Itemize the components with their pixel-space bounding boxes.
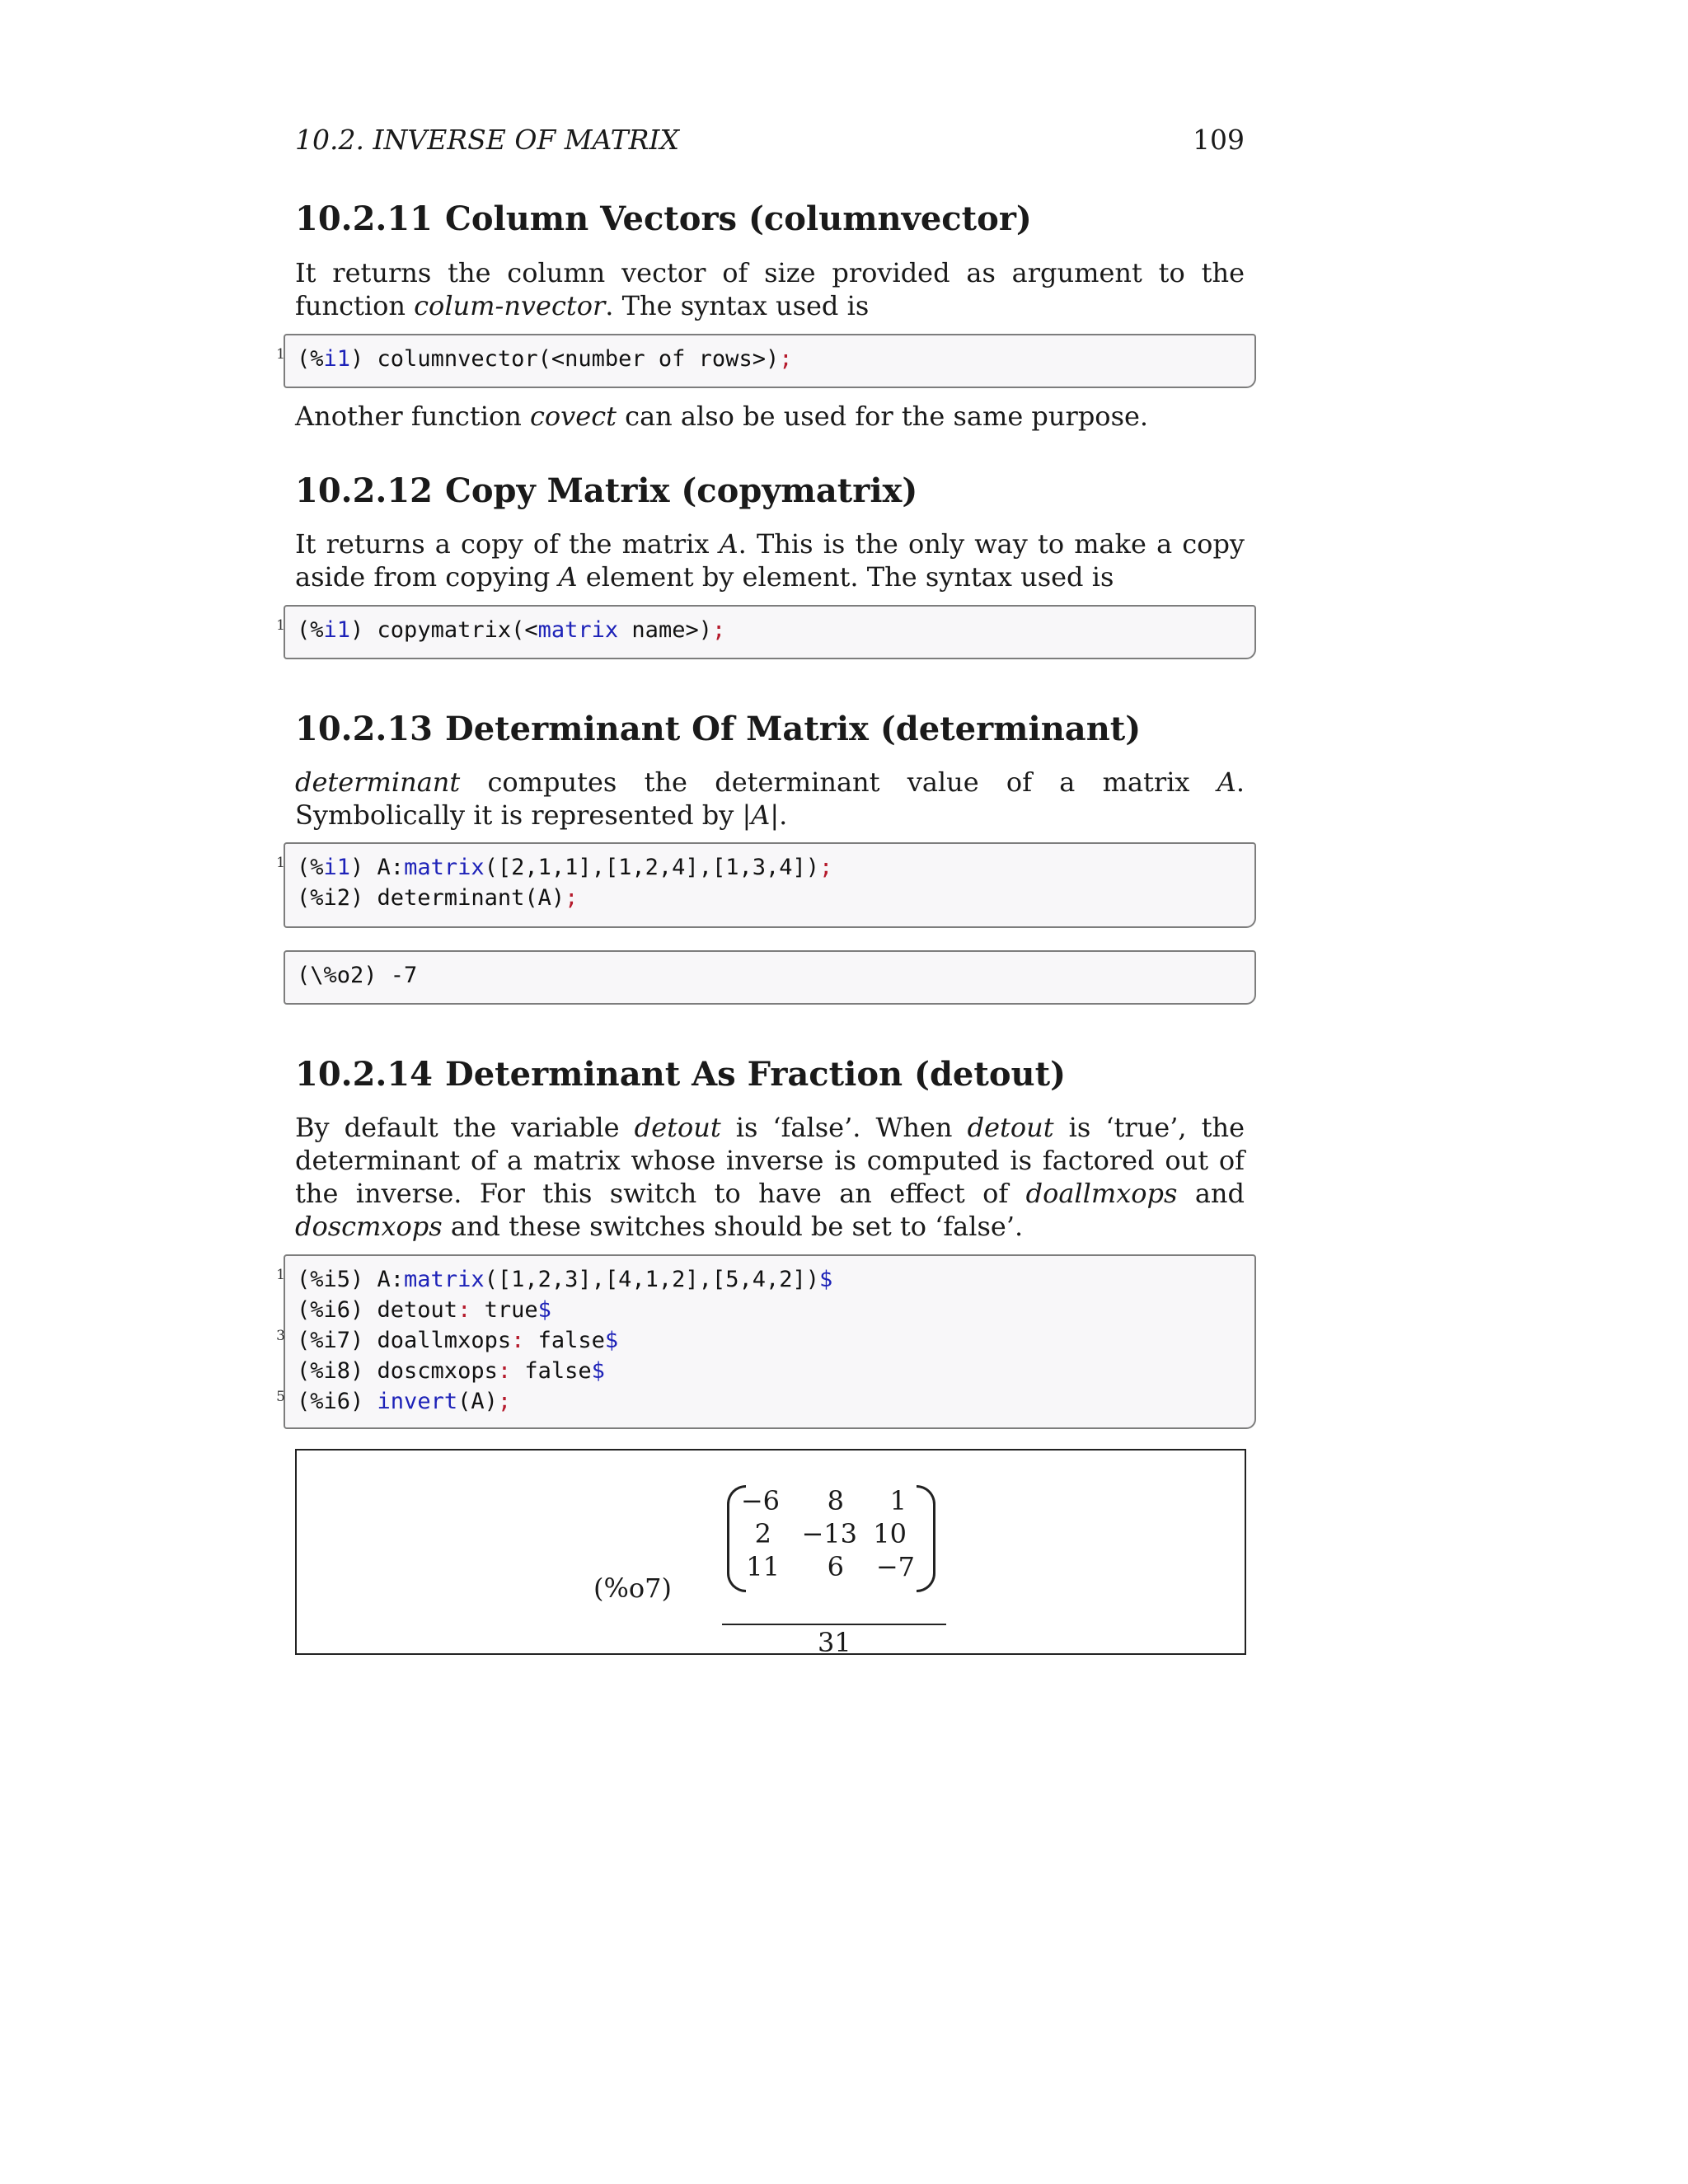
output-block-determinant [284,950,1256,1005]
paragraph-columnvector: It returns the column vector of size provided as argument to the function colum-nvector. The syntax used is [295,257,1245,321]
code-line: 1 (%i5) A:matrix([1,2,3],[4,1,2],[5,4,2])$ [276,1267,833,1292]
output-box-inverse [295,1449,1246,1658]
section-title: Determinant As Fraction (detout) [445,1055,1067,1094]
section-number: 10.2.12 [295,471,434,510]
output-line: (\%o2) -7 [297,963,418,988]
denominator: 31 [818,1627,851,1658]
section-heading-10-2-11 [295,199,1032,238]
running-header [295,124,1245,166]
code-block-determinant [276,842,1256,928]
paragraph-determinant: determinant computes the determinant value of a matrix A. Symbolically it is represented by |A|. [295,766,1245,831]
section-heading-10-2-13 [295,710,1141,748]
paragraph-copymatrix: It returns a copy of the matrix A. This is the only way to make a copy aside from copying A element by element. The syntax used is [295,528,1245,593]
matrix-cell: 11 [746,1551,780,1582]
section-heading-10-2-12 [295,471,917,510]
output-label: (%o7) [593,1572,672,1604]
code-line: (%i6) detout: true$ [297,1297,551,1323]
section-title: Copy Matrix (copymatrix) [445,471,918,510]
matrix-cell: −6 [740,1485,780,1516]
matrix-cell: 1 [889,1485,907,1516]
section-title: Column Vectors (columnvector) [445,199,1032,238]
section-number: 10.2.13 [295,710,434,748]
code-block-copymatrix [276,605,1256,659]
paragraph-detout: By default the variable detout is ‘false’. When detout is ‘true’, the determinant of a matrix whose inverse is computed is factored out of the inverse. For this switch to have an effect of doallmxops and doscmxops and these switches should be set to ‘false’. [295,1112,1245,1242]
section-heading-10-2-14 [295,1055,1066,1094]
code-line: 1 (%i1) copymatrix(<matrix name>); [276,617,726,643]
section-number: 10.2.11 [295,199,434,238]
code-line: 1 (%i1) A:matrix([2,1,1],[1,2,4],[1,3,4]); [276,855,833,880]
code-line: 5 (%i6) invert(A); [276,1389,512,1414]
section-title: Determinant Of Matrix (determinant) [445,710,1142,748]
section-number: 10.2.14 [295,1055,434,1094]
fraction-bar [722,1624,946,1625]
right-paren [917,1485,935,1592]
matrix-cell: 6 [827,1551,844,1582]
matrix-cell: 2 [754,1518,771,1549]
matrix-cell: −7 [875,1551,915,1582]
code-line: (%i8) doscmxops: false$ [297,1358,605,1384]
chapter-title: 10.2. INVERSE OF MATRIX [295,124,679,156]
matrix-cell: 10 [873,1518,907,1549]
code-block-detout [276,1254,1256,1429]
code-line: 1 (%i1) columnvector(<number of rows>); [276,346,793,372]
matrix-cell: −13 [801,1518,857,1549]
page-number: 109 [1193,124,1245,156]
code-block-columnvector [276,334,1256,388]
code-line: (%i2) determinant(A); [297,885,579,911]
code-line: 3 (%i7) doallmxops: false$ [276,1328,619,1353]
inverse-matrix [725,1485,940,1658]
matrix-cell: 8 [827,1485,844,1516]
paragraph-covect: Another function covect can also be used for the same purpose. [295,401,1149,432]
